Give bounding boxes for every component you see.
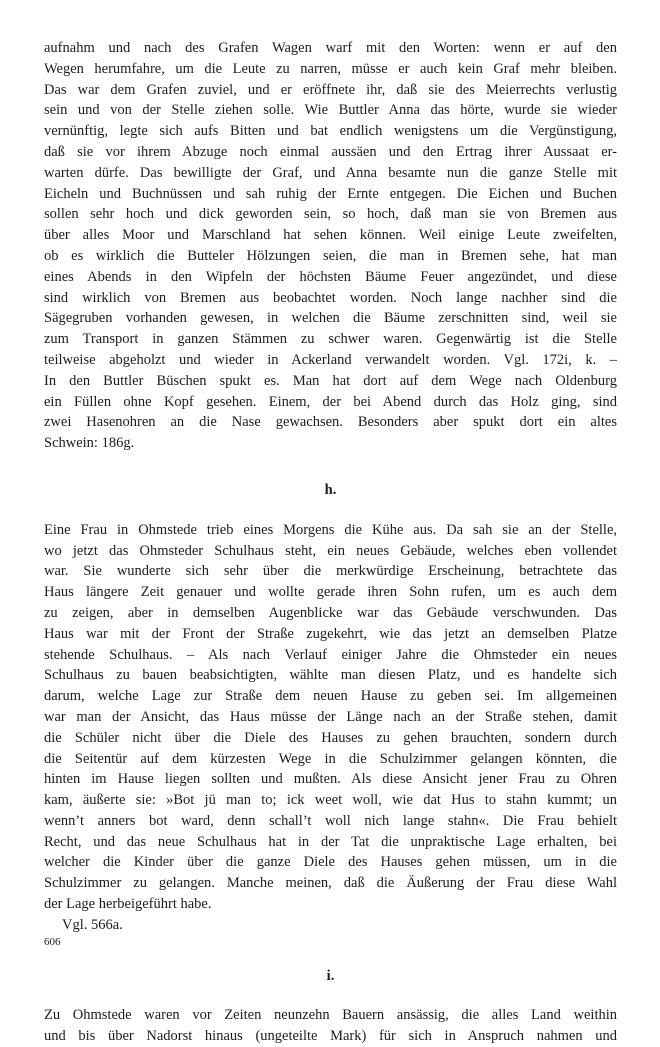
text-line: Eicheln und Buchnüssen und sah ruhig der Ernte entgegen. Die Eichen und Buchen xyxy=(44,185,617,202)
text-line: In den Buttler Büschen spukt es. Man hat dort auf dem Wege nach Oldenburg xyxy=(44,372,617,389)
text-line: Wegen herumfahre, um die Leute zu narren, müsse er auch kein Graf mehr bleiben. xyxy=(44,60,617,77)
section-heading-i: i. xyxy=(326,967,335,984)
text-line: Eine Frau in Ohmstede trieb eines Morgens die Kühe aus. Da sah sie an der Stelle, xyxy=(44,521,617,538)
text-line: der Lage herbeigeführt habe. xyxy=(44,896,212,913)
page-number: 606 xyxy=(44,936,61,948)
text-line: Schwein: 186g. xyxy=(44,435,135,452)
text-line: kam, äußerte sie: »Bot jü man to; ick weet woll, wie dat Hus to stahn kummt; un xyxy=(44,792,617,809)
text-line: ob es wirklich die Butteler Hölzungen seien, die man in Bremen sehe, hat man xyxy=(44,247,617,264)
text-line: zum Transport in ganzen Stämmen zu schwer waren. Gegenwärtig ist die Stelle xyxy=(44,331,617,348)
text-line: daß sie vor ihrem Abzuge noch einmal aussäen und den Ertrag ihrer Aussaat er- xyxy=(44,143,617,160)
text-line: Das war dem Grafen zuviel, und er eröffnete ihr, daß sie des Meierrechts verlustig xyxy=(44,81,617,98)
text-line: zu zeigen, aber in demselben Augenblicke war das Gebäude verschwunden. Das xyxy=(44,604,617,621)
text-line: hinten im Hause liegen sollten und mußten. Als diese Ansicht jener Frau zu Ohren xyxy=(44,771,617,788)
page-body xyxy=(44,38,617,1047)
text-line: darum, welche Lage zur Straße dem neuen Hause zu geben sei. Im allgemeinen xyxy=(44,688,617,705)
text-line: vernünftig, legte sich aufs Bitten und bat endlich wenigstens um die Vergünstigung, xyxy=(44,123,617,140)
text-line: wenn’t anners bot ward, denn schall’t woll nich lange stahn«. Die Frau behielt xyxy=(44,812,617,829)
text-line: war man der Ansicht, das Haus müsse der Länge nach an der Straße stehen, damit xyxy=(44,708,617,725)
text-line: die Seitentür auf dem kürzesten Wege in die Schulzimmer gelangen könnten, die xyxy=(44,750,617,767)
text-line: aufnahm und nach des Grafen Wagen warf mit den Worten: wenn er auf den xyxy=(44,40,617,56)
text-line: Haus längere Zeit genauer und wollte gerade ihren Sohn rufen, um es auch dem xyxy=(44,584,617,601)
text-line: zwei Hasenohren an die Nase gewachsen. Besonders aber spukt dort ein altes xyxy=(44,414,617,431)
text-line: Recht, und das neue Schulhaus hat in der Tat die unpraktische Lage erhalten, bei xyxy=(44,833,617,850)
text-line: eines Abends in den Wipfeln der höchsten Bäume Feuer angezündet, und diese xyxy=(44,268,617,285)
paragraph-ohmstede-schoolhouse xyxy=(44,520,617,915)
cross-reference-h: Vgl. 566a. xyxy=(62,916,123,933)
text-line: und bis über Nadorst hinaus (ungeteilte Mark) für sich in Anspruch nahmen und xyxy=(44,1028,617,1045)
text-line: Sägegruben vorhanden gewesen, in welchen die Bäume zerschnitten sind, weil sie xyxy=(44,310,617,327)
text-line: stehende Schulhaus. – Als nach Verlauf einiger Jahre die Ohmsteder ein neues xyxy=(44,646,617,663)
text-line: war. Sie wunderte sich sehr über die merkwürdige Erscheinung, betrachtete das xyxy=(44,563,617,580)
text-line: wo jetzt das Ohmsteder Schulhaus steht, ein neues Gebäude, welches eben vollendet xyxy=(44,542,617,559)
paragraph-buttler xyxy=(44,38,617,454)
text-line: die Schüler nicht über die Diele des Hauses zu gehen brauchten, sondern durch xyxy=(44,729,617,746)
text-line: Haus war mit der Front der Straße zugekehrt, wie das jetzt an demselben Platze xyxy=(44,625,617,642)
text-line: sein und von der Stelle ziehen solle. Wie Buttler Anna das hörte, wurde sie wieder xyxy=(44,102,617,119)
text-line: Schulhaus zu bauen beabsichtigten, wählte man diesen Platz, und es handelte sich xyxy=(44,667,617,684)
text-line: teilweise abgeholzt und wieder in Ackerland verwandelt worden. Vgl. 172i, k. – xyxy=(44,351,617,368)
text-line: sind wirklich von Bremen aus beobachtet worden. Noch lange nachher sind die xyxy=(44,289,617,306)
text-line: sollen sehr hoch und dick geworden sein, so hoch, daß man sie von Bremen aus xyxy=(44,206,617,223)
text-line: über alles Moor und Marschland hat sehen können. Weil einige Leute zweifelten, xyxy=(44,227,617,244)
text-line: Zu Ohmstede waren vor Zeiten neunzehn Bauern ansässig, die alles Land weithin xyxy=(44,1007,617,1024)
text-line: Schulzimmer zu gelangen. Manche meinen, daß die Äußerung der Frau diese Wahl xyxy=(44,875,617,892)
paragraph-ohmstede-farmers xyxy=(44,1005,617,1047)
section-heading-h: h. xyxy=(324,481,337,498)
text-line: warten dürfe. Das bewilligte der Graf, und Anna besamte nun die ganze Stelle mit xyxy=(44,164,617,181)
text-line: ein Füllen ohne Kopf gesehen. Einem, der bei Abend durch das Holz ging, sind xyxy=(44,393,617,410)
text-line: welcher die Kinder über die ganze Diele des Hauses gehen müssen, um in die xyxy=(44,854,617,871)
